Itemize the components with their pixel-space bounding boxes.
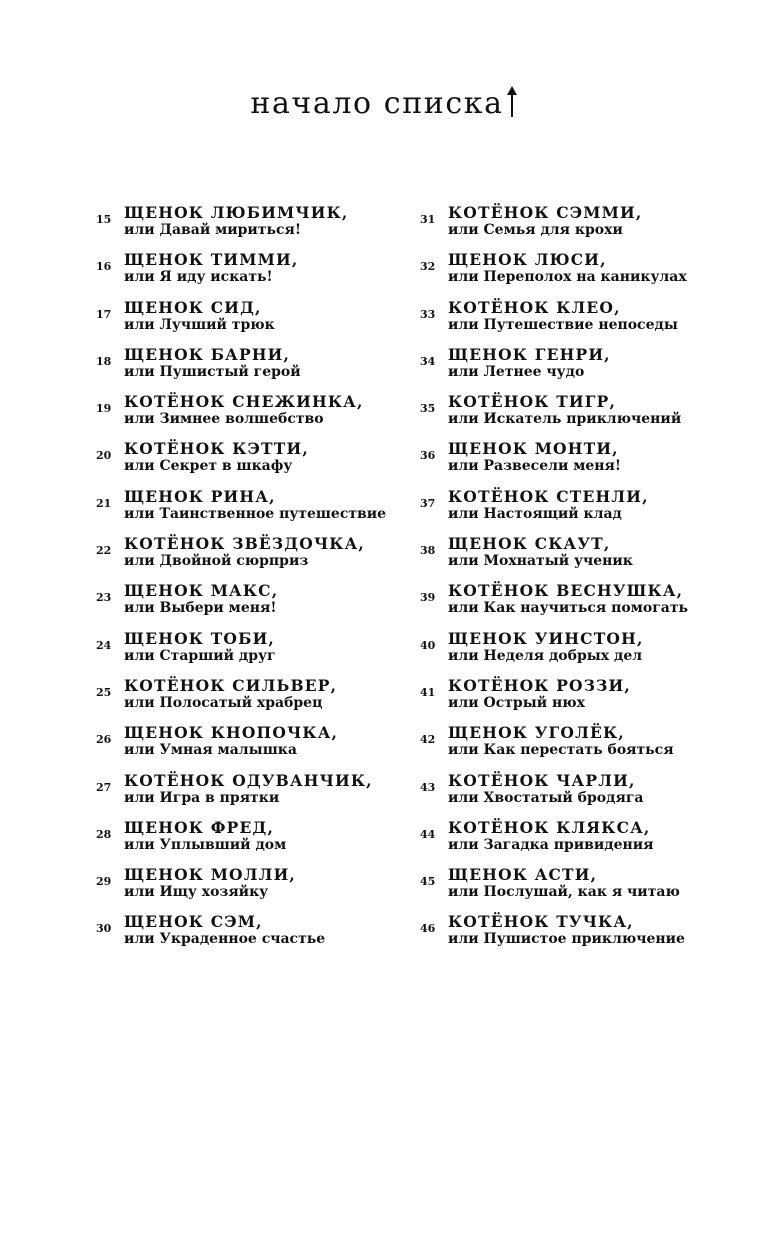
book-title: ЩЕНОК МАКС, <box>124 581 279 601</box>
list-item <box>420 250 750 297</box>
book-number: 18 <box>96 354 112 368</box>
book-title: КОТЁНОК РОЗЗИ, <box>448 675 631 695</box>
book-subtitle: или Как научиться помогать <box>448 600 689 617</box>
book-title: ЩЕНОК РИНА, <box>124 486 276 506</box>
book-subtitle: или Уплывший дом <box>124 836 287 853</box>
list-item <box>420 487 750 534</box>
book-number: 30 <box>96 922 112 936</box>
book-subtitle: или Я иду искать! <box>124 269 273 286</box>
book-title: КОТЁНОК СИЛЬВЕР, <box>124 675 338 695</box>
book-title: ЩЕНОК АСТИ, <box>448 865 598 885</box>
book-number: 36 <box>420 449 436 463</box>
list-item <box>96 203 408 250</box>
book-number: 21 <box>96 496 112 510</box>
list-item <box>96 723 408 770</box>
book-subtitle: или Игра в прятки <box>124 789 280 806</box>
book-subtitle: или Выбери меня! <box>124 600 277 617</box>
book-subtitle: или Украденное счастье <box>124 931 326 948</box>
book-number: 42 <box>420 733 436 747</box>
list-item <box>420 629 750 676</box>
book-title: КОТЁНОК ВЕСНУШКА, <box>448 581 684 601</box>
book-number: 17 <box>96 307 112 321</box>
book-number: 37 <box>420 496 436 510</box>
book-number: 23 <box>96 591 112 605</box>
book-subtitle: или Лучший трюк <box>124 316 275 333</box>
book-subtitle: или Острый нюх <box>448 694 585 711</box>
book-number: 46 <box>420 922 436 936</box>
book-title: ЩЕНОК СКАУТ, <box>448 534 611 554</box>
book-title: ЩЕНОК СИД, <box>124 297 262 317</box>
page-title-text: начало списка <box>250 86 504 121</box>
book-title: КОТЁНОК ЗВЁЗДОЧКА, <box>124 534 366 554</box>
list-item <box>96 392 408 439</box>
list-item <box>420 439 750 486</box>
list-item <box>420 723 750 770</box>
book-number: 40 <box>420 638 436 652</box>
book-number: 28 <box>96 827 112 841</box>
book-subtitle: или Загадка привидения <box>448 836 654 853</box>
book-title: ЩЕНОК МОНТИ, <box>448 439 619 459</box>
book-number: 22 <box>96 544 112 558</box>
book-title: КОТЁНОК ОДУВАНЧИК, <box>124 770 373 790</box>
book-title: КОТЁНОК ЧАРЛИ, <box>448 770 636 790</box>
list-item <box>96 676 408 723</box>
book-number: 33 <box>420 307 436 321</box>
list-item <box>420 865 750 912</box>
book-subtitle: или Неделя добрых дел <box>448 647 643 664</box>
book-number: 38 <box>420 544 436 558</box>
book-subtitle: или Послушай, как я читаю <box>448 884 680 901</box>
book-subtitle: или Как перестать бояться <box>448 742 674 759</box>
book-number: 32 <box>420 260 436 274</box>
list-item <box>96 912 408 959</box>
book-subtitle: или Развесели меня! <box>448 458 622 475</box>
list-item <box>96 298 408 345</box>
list-item <box>96 581 408 628</box>
book-subtitle: или Пушистое приключение <box>448 931 685 948</box>
book-title: КОТЁНОК ТИГР, <box>448 392 617 412</box>
book-number: 34 <box>420 354 436 368</box>
book-subtitle: или Умная малышка <box>124 742 297 759</box>
book-subtitle: или Таинственное путешествие <box>124 505 387 522</box>
book-subtitle: или Переполох на каникулах <box>448 269 687 286</box>
book-number: 26 <box>96 733 112 747</box>
list-item <box>96 439 408 486</box>
book-subtitle: или Летнее чудо <box>448 363 585 380</box>
page-title <box>250 86 517 121</box>
book-number: 35 <box>420 402 436 416</box>
book-number: 27 <box>96 780 112 794</box>
book-number: 45 <box>420 875 436 889</box>
book-title: ЩЕНОК КНОПОЧКА, <box>124 723 339 743</box>
arrow-up-icon <box>506 86 518 118</box>
page-header <box>0 86 768 121</box>
book-list-left-column <box>96 203 408 960</box>
book-title: КОТЁНОК ТУЧКА, <box>448 912 634 932</box>
book-title: КОТЁНОК СНЕЖИНКА, <box>124 392 364 412</box>
book-number: 39 <box>420 591 436 605</box>
book-number: 24 <box>96 638 112 652</box>
list-item <box>420 676 750 723</box>
book-title: ЩЕНОК УИНСТОН, <box>448 628 644 648</box>
book-number: 19 <box>96 402 112 416</box>
book-title: КОТЁНОК СЭММИ, <box>448 203 643 222</box>
list-item <box>420 345 750 392</box>
list-item <box>420 818 750 865</box>
list-item <box>420 392 750 439</box>
list-item <box>96 818 408 865</box>
book-number: 44 <box>420 827 436 841</box>
book-subtitle: или Давай мириться! <box>124 222 301 238</box>
book-title: ЩЕНОК УГОЛЁК, <box>448 723 625 743</box>
book-number: 43 <box>420 780 436 794</box>
book-subtitle: или Зимнее волшебство <box>124 411 324 428</box>
book-title: ЩЕНОК БАРНИ, <box>124 344 291 364</box>
book-subtitle: или Секрет в шкафу <box>124 458 293 475</box>
book-title: ЩЕНОК ФРЕД, <box>124 817 275 837</box>
book-subtitle: или Полосатый храбрец <box>124 694 323 711</box>
book-number: 41 <box>420 685 436 699</box>
book-title: КОТЁНОК СТЕНЛИ, <box>448 486 649 506</box>
book-subtitle: или Мохнатый ученик <box>448 553 633 570</box>
book-list-right-column <box>420 203 750 960</box>
book-number: 20 <box>96 449 112 463</box>
book-title: ЩЕНОК МОЛЛИ, <box>124 865 297 885</box>
list-item <box>420 298 750 345</box>
list-item <box>96 250 408 297</box>
book-subtitle: или Пушистый герой <box>124 363 301 380</box>
list-item <box>420 771 750 818</box>
book-subtitle: или Семья для крохи <box>448 222 623 238</box>
list-item <box>420 912 750 959</box>
list-item <box>420 581 750 628</box>
book-title: ЩЕНОК ЛЮБИМЧИК, <box>124 203 349 222</box>
book-title: КОТЁНОК КЛЕО, <box>448 297 621 317</box>
book-number: 15 <box>96 213 112 226</box>
book-number: 29 <box>96 875 112 889</box>
book-subtitle: или Старший друг <box>124 647 276 664</box>
book-subtitle: или Двойной сюрприз <box>124 553 309 570</box>
book-title: КОТЁНОК КЭТТИ, <box>124 439 309 459</box>
book-subtitle: или Искатель приключений <box>448 411 682 428</box>
book-number: 25 <box>96 685 112 699</box>
list-item <box>420 203 750 250</box>
book-title: ЩЕНОК ТИММИ, <box>124 250 299 270</box>
book-title: ЩЕНОК ГЕНРИ, <box>448 344 611 364</box>
list-item <box>96 771 408 818</box>
book-number: 31 <box>420 213 436 226</box>
book-subtitle: или Путешествие непоседы <box>448 316 678 333</box>
list-item <box>96 629 408 676</box>
book-title: ЩЕНОК ЛЮСИ, <box>448 250 607 270</box>
list-item <box>96 345 408 392</box>
book-subtitle: или Ищу хозяйку <box>124 884 269 901</box>
list-item <box>96 865 408 912</box>
book-subtitle: или Настоящий клад <box>448 505 622 522</box>
list-item <box>96 487 408 534</box>
book-title: ЩЕНОК СЭМ, <box>124 912 263 932</box>
list-item <box>96 534 408 581</box>
book-title: ЩЕНОК ТОБИ, <box>124 628 276 648</box>
book-title: КОТЁНОК КЛЯКСА, <box>448 817 651 837</box>
book-number: 16 <box>96 260 112 274</box>
book-subtitle: или Хвостатый бродяга <box>448 789 644 806</box>
list-item <box>420 534 750 581</box>
